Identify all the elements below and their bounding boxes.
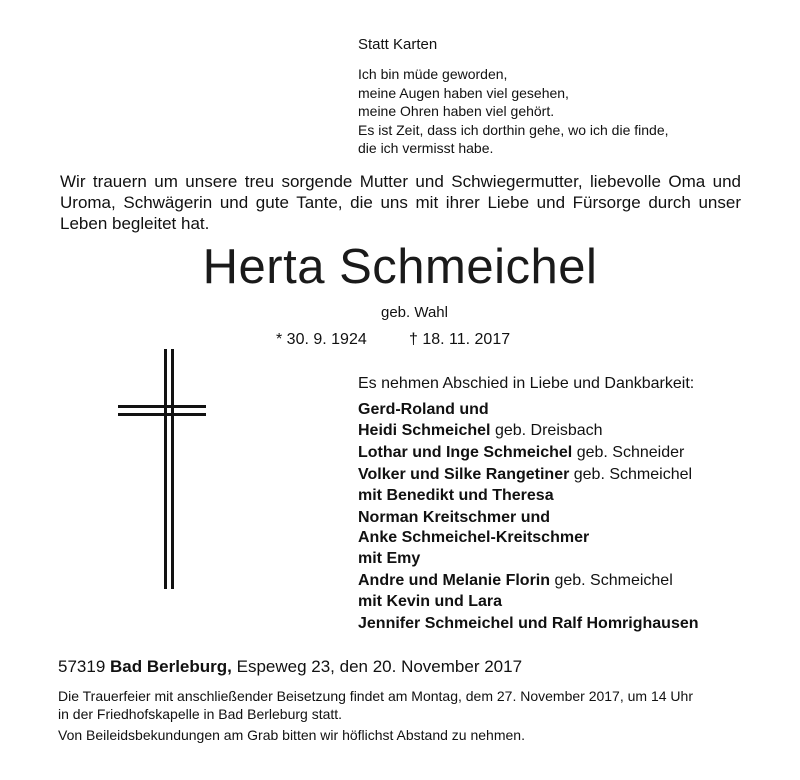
mourner-line	[358, 614, 699, 635]
mourner-line	[358, 400, 699, 421]
intro-line: Leben begleitet hat.	[60, 214, 210, 233]
poem-line: meine Augen haben viel gesehen,	[358, 84, 569, 101]
address-date: Espeweg 23, den 20. November 2017	[236, 657, 523, 676]
poem-line: Es ist Zeit, dass ich dorthin gehe, wo ich die finde,	[358, 121, 669, 138]
mourner-name: Volker und Silke Rangetiner	[358, 465, 570, 483]
mourner-name: Andre und Melanie Florin	[358, 572, 551, 590]
intro-line: Wir trauern um unsere treu sorgende Mutter und Schwiegermutter, liebevolle Oma und	[60, 172, 741, 191]
poem-line: meine Ohren haben viel gehört.	[358, 103, 555, 119]
intro-paragraph	[60, 171, 741, 234]
mourner-name: mit Emy	[358, 550, 421, 568]
funeral-line: in der Friedhofskapelle in Bad Berleburg statt.	[58, 706, 343, 722]
mourner-maiden-name: geb. Dreisbach	[490, 421, 603, 439]
mourner-line	[358, 549, 699, 570]
mourner-name: Anke Schmeichel-Kreitschmer	[358, 529, 590, 547]
mourner-group	[358, 571, 699, 613]
mourner-name: mit Benedikt und Theresa	[358, 486, 554, 504]
poem-line: Ich bin müde geworden,	[358, 66, 508, 82]
birth-date: * 30. 9. 1924	[276, 331, 367, 348]
deceased-name: Herta Schmeichel	[202, 240, 598, 294]
mourner-name: Gerd-Roland und	[358, 401, 489, 418]
mourner-name: Lothar und Inge Schmeichel	[358, 443, 573, 461]
farewell-intro: Es nehmen Abschied in Liebe und Dankbarkeit:	[358, 375, 695, 392]
funeral-line: Die Trauerfeier mit anschließender Beisetzung findet am Montag, dem 27. November 2017, um 14 Uhr	[58, 688, 693, 704]
mourner-line	[358, 421, 699, 442]
place-date-line	[58, 657, 522, 677]
city: Bad Berleburg,	[110, 657, 232, 676]
mourner-line	[358, 528, 699, 549]
mourner-name: Heidi Schmeichel	[358, 421, 491, 439]
poem-line: die ich vermisst habe.	[358, 140, 494, 156]
mourner-line	[358, 486, 699, 507]
condolence-note: Von Beileidsbekundungen am Grab bitten wir höflichst Abstand zu nehmen.	[58, 727, 525, 743]
mourner-group	[358, 400, 699, 442]
mourner-group	[358, 508, 699, 570]
statt-karten-heading: Statt Karten	[358, 36, 438, 53]
intro-line: Uroma, Schwägerin und gute Tante, die uns mit ihrer Liebe und Fürsorge durch unser	[60, 193, 741, 212]
mourner-line	[358, 443, 699, 464]
zip-code: 57319	[58, 657, 106, 676]
mourner-maiden-name: geb. Schmeichel	[550, 572, 673, 590]
mourner-name: mit Kevin und Lara	[358, 592, 503, 610]
poem	[358, 65, 669, 158]
mourner-line	[358, 571, 699, 592]
mourner-group	[358, 443, 699, 464]
mourner-group	[358, 465, 699, 507]
mourners-list	[358, 400, 699, 636]
mourner-name: Norman Kreitschmer und	[358, 508, 551, 526]
mourner-line	[358, 592, 699, 613]
funeral-info	[58, 687, 758, 723]
mourner-name: Jennifer Schmeichel und Ralf Homrighausen	[358, 614, 699, 632]
maiden-name: geb. Wahl	[381, 304, 448, 321]
mourner-maiden-name: geb. Schmeichel	[569, 465, 693, 483]
death-date: † 18. 11. 2017	[409, 331, 511, 348]
mourner-line	[358, 465, 699, 486]
cross-icon	[118, 349, 206, 589]
mourner-line	[358, 508, 699, 529]
mourner-maiden-name: geb. Schneider	[572, 443, 685, 461]
mourner-group	[358, 614, 699, 635]
